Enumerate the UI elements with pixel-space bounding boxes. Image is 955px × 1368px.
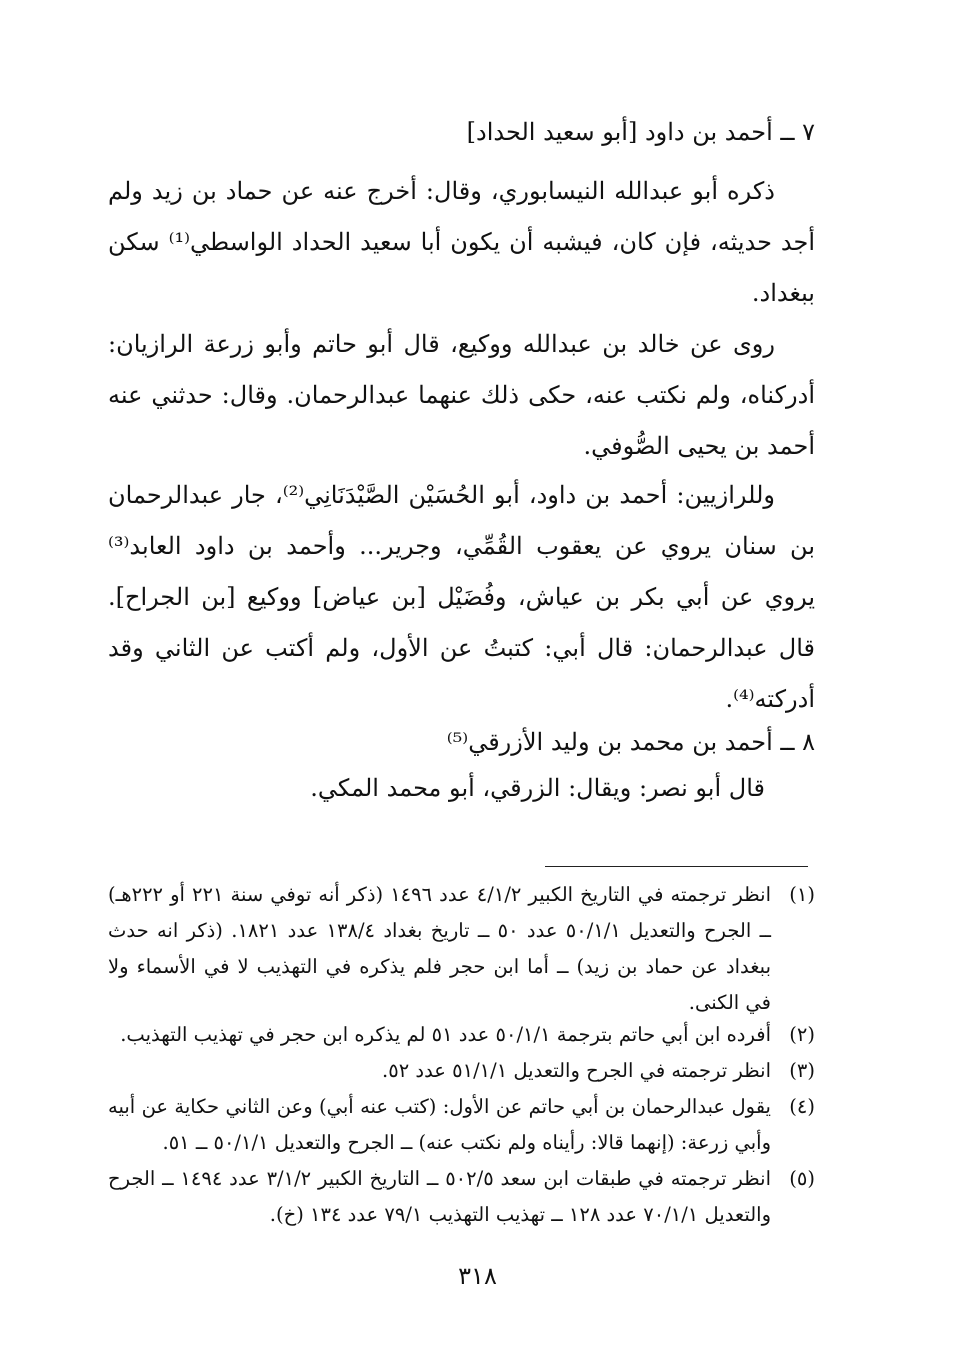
footnote-text: يقول عبدالرحمان بن أبي حاتم عن الأول: (كتب عنه أبي) وعن الثاني حكاية عن أبيه وأبي زرعة: (إنهما قالا: رأيناه ولم نكتب عنه) ــ الجرح والتعديل ٥٠/١/١ ــ ٥١. (108, 1095, 771, 1154)
page-number: ٣١٨ (458, 1262, 497, 1290)
footnote-text: انظر ترجمته في طبقات ابن سعد ٥٠٢/٥ ــ التاريخ الكبير ٣/١/٢ عدد ١٤٩٤ ــ الجرح والتعديل ٧٠/١/١ عدد ١٢٨ ــ تهذيب التهذيب ٧٩/١ عدد ١٣٤ (خ). (108, 1167, 771, 1226)
footnote-marker: (١) (789, 883, 815, 906)
entry-8-heading-text: ٨ ــ أحمد بن محمد بن وليد الأزرقي⁽⁵⁾ (446, 728, 815, 756)
footnote-2 (108, 1017, 815, 1053)
paragraph-3: وللرازيين: أحمد بن داود، أبو الحُسَيْن الصَّيْدَنَانِي⁽²⁾، جار عبدالرحمان بن سنان يروي عن يعقوب القُمِّي، وجرير... وأحمد بن داود العابد⁽³⁾ يروي عن أبي بكر بن عياش، وفُضَيْل [بن عياض] ووكيع [بن الجراح]. قال عبدالرحمان: قال أبي: كتبتُ عن الأول، ولم أكتب عن الثاني وقد أدركته⁽⁴⁾. (108, 481, 816, 713)
entry-8-heading (447, 728, 815, 756)
footnote-marker: (٤) (789, 1095, 815, 1118)
footnote-4 (108, 1089, 815, 1161)
footnote-marker: (٥) (789, 1167, 815, 1190)
footnote-1 (108, 877, 815, 1021)
footnote-text: انظر ترجمته في التاريخ الكبير ٤/١/٢ عدد ١٤٩٦ (ذكر أنه توفي سنة ٢٢١ أو ٢٢٢هـ) ــ الجرح والتعديل ٥٠/١/١ عدد ٥٠ ــ تاريخ بغداد ١٣٨/٤ عدد ١٨٢١. (ذكر انه حدث ببغداد عن حماد بن زيد) ــ أما ابن حجر فلم يذكره في التهذيب لا في الأسماء ولا في الكنى. (108, 883, 772, 1014)
footnote-text: انظر ترجمته في الجرح والتعديل ٥١/١/١ عدد ٥٢. (382, 1059, 771, 1082)
footnote-3 (108, 1053, 815, 1089)
footnote-marker: (٢) (789, 1023, 815, 1046)
footnote-separator (545, 866, 808, 867)
entry-8-subline: قال أبو نصر: ويقال: الزرقي، أبو محمد المكي. (310, 774, 765, 802)
footnote-5 (108, 1161, 815, 1233)
footnote-text: أفرده ابن أبي حاتم بترجمة ٥٠/١/١ عدد ٥١ لم يذكره ابن حجر في تهذيب التهذيب. (120, 1023, 771, 1046)
paragraph-2: روى عن خالد بن عبدالله ووكيع، قال أبو حاتم وأبو زرعة الرازيان: أدركناه، ولم نكتب عنه، حكى ذلك عنهما عبدالرحمان. وقال: حدثني عنه أحمد بن يحيى الصُّوفي. (108, 330, 815, 460)
entry-7-heading-text: ٧ ــ أحمد بن داود [أبو سعيد الحداد] (466, 118, 815, 146)
paragraph-1: ذكره أبو عبدالله النيسابوري، وقال: أخرج عنه عن حماد بن زيد ولم أجد حديثه، فإن كان، فيشبه أن يكون أبا سعيد الحداد الواسطي⁽¹⁾ سكن ببغداد. (108, 177, 816, 307)
footnote-marker: (٣) (789, 1059, 815, 1082)
entry-7-heading (467, 118, 815, 146)
